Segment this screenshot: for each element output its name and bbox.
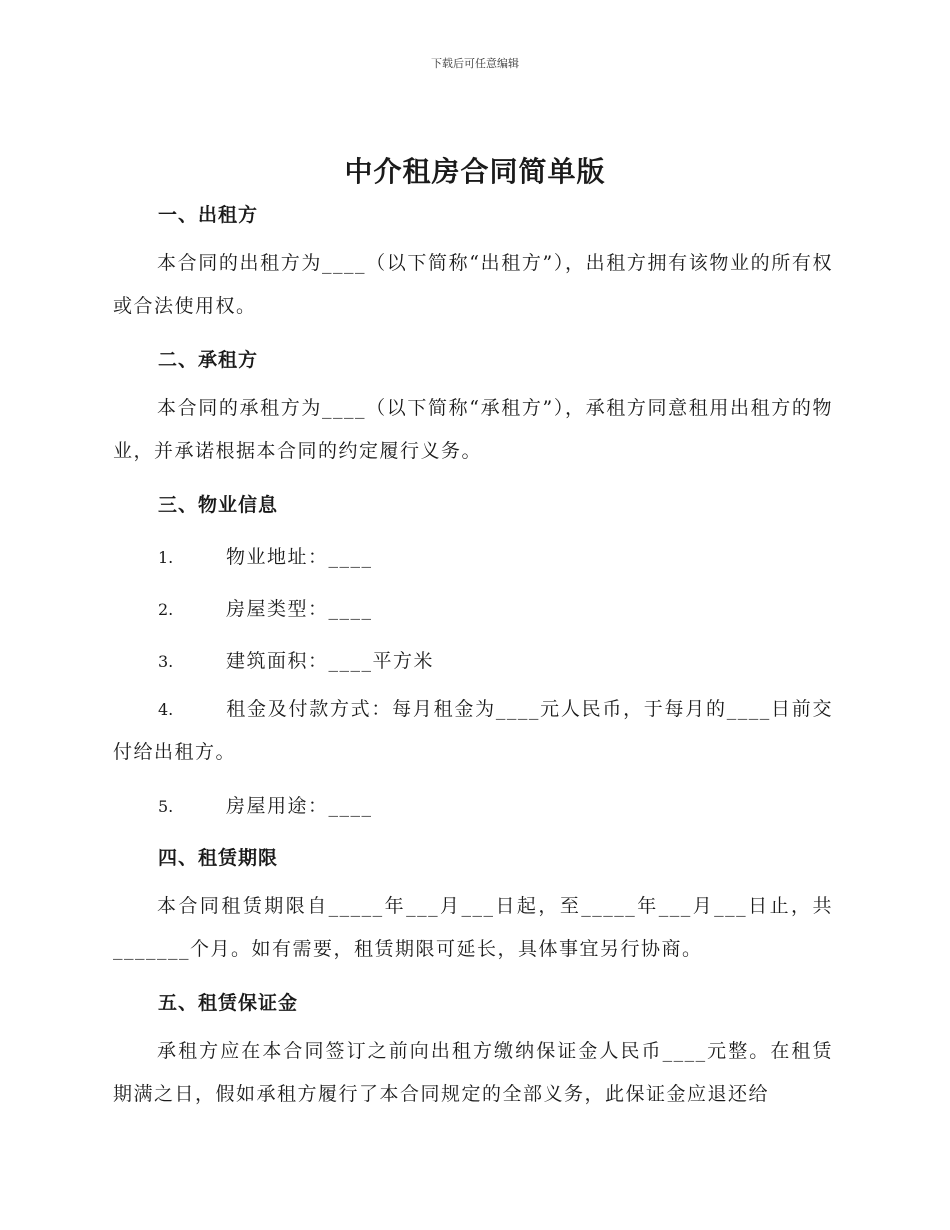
list-item-text: 房屋用途：____ xyxy=(226,795,373,817)
list-item-text: 房屋类型：____ xyxy=(226,598,373,620)
section-heading-lessor: 一、出租方 xyxy=(158,204,259,226)
list-item xyxy=(158,791,373,818)
list-item xyxy=(158,594,373,621)
header-note: 下载后可任意编辑 xyxy=(431,57,519,70)
list-item xyxy=(158,542,373,569)
list-item-text: 租金及付款方式：每月租金为____元人民币，于每月的____日前交付给出租方。 xyxy=(113,698,833,763)
section-text-deposit: 承租方应在本合同签订之前向出租方缴纳保证金人民币____元整。在租赁期满之日，假如承租方履行了本合同规定的全部义务，此保证金应退还给 xyxy=(113,1040,833,1105)
document-title: 中介租房合同简单版 xyxy=(344,155,606,188)
list-item xyxy=(158,646,434,673)
section-text-lessee: 本合同的承租方为____（以下简称“承租方”），承租方同意租用出租方的物业，并承诺根据本合同的约定履行义务。 xyxy=(113,397,833,462)
section-text-lease-term: 本合同租赁期限自_____年___月___日起，至_____年___月___日止，共_______个月。如有需要，租赁期限可延长，具体事宜另行协商。 xyxy=(113,895,833,960)
list-item-text: 物业地址：____ xyxy=(226,546,373,568)
section-heading-lease-term: 四、租赁期限 xyxy=(158,847,279,869)
section-heading-deposit: 五、租赁保证金 xyxy=(158,992,299,1014)
section-heading-lessee: 二、承租方 xyxy=(158,349,259,371)
list-item-number: 4. xyxy=(158,700,174,719)
list-item-number: 3. xyxy=(158,652,174,671)
section-text-lessor: 本合同的出租方为____（以下简称“出租方”），出租方拥有该物业的所有权或合法使用权。 xyxy=(113,252,833,317)
list-item-number: 1. xyxy=(158,548,174,567)
section-heading-property-info: 三、物业信息 xyxy=(158,494,279,516)
list-item-number: 2. xyxy=(158,600,174,619)
list-item xyxy=(113,688,833,774)
list-item-number: 5. xyxy=(158,797,174,816)
list-item-text: 建筑面积：____平方米 xyxy=(226,650,435,672)
